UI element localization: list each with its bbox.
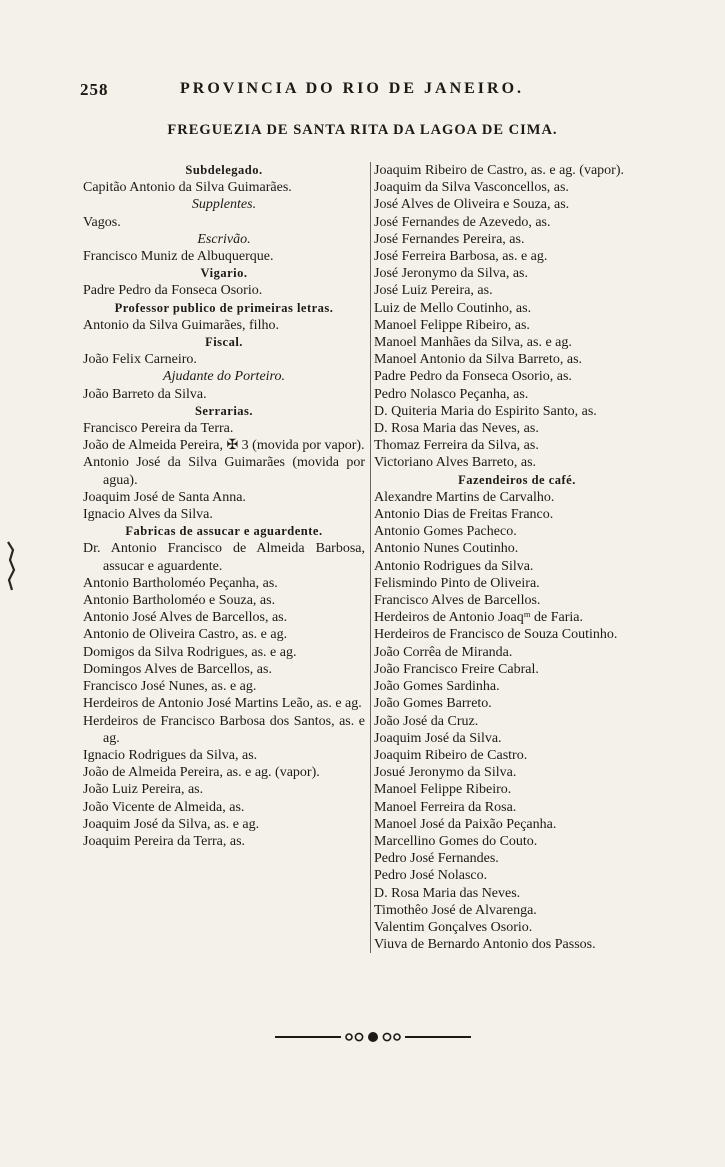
list-entry: Manoel Felippe Ribeiro, as. bbox=[374, 317, 530, 333]
list-entry: Timothêo José de Alvarenga. bbox=[374, 902, 537, 918]
ornament-divider-icon bbox=[275, 1030, 471, 1044]
list-entry: José Luiz Pereira, as. bbox=[374, 283, 493, 299]
list-entry: Padre Pedro da Fonseca Osorio. bbox=[83, 283, 263, 299]
list-entry: Antonio da Silva Guimarães, filho. bbox=[83, 317, 279, 333]
list-entry: Antonio Dias de Freitas Franco. bbox=[374, 507, 554, 523]
list-entry: Antonio José da Silva Guimarães (movida por agua). bbox=[83, 455, 365, 488]
list-entry: Viuva de Bernardo Antonio dos Passos. bbox=[374, 937, 596, 953]
list-entry: João Luiz Pereira, as. bbox=[83, 782, 204, 798]
list-entry: João Vicente de Almeida, as. bbox=[83, 799, 245, 815]
list-entry: João Gomes Barreto. bbox=[374, 696, 492, 712]
list-entry: João Barreto da Silva. bbox=[83, 386, 207, 402]
running-title: PROVINCIA DO RIO DE JANEIRO. bbox=[180, 80, 525, 97]
list-entry: Antonio Nunes Coutinho. bbox=[374, 541, 519, 557]
list-entry: João Felix Carneiro. bbox=[83, 352, 197, 368]
list-entry: João Corrêa de Miranda. bbox=[374, 644, 513, 660]
list-entry: Manoel Felippe Ribeiro. bbox=[374, 782, 512, 798]
list-entry: Herdeiros de Antonio Joaqᵐ de Faria. bbox=[374, 610, 584, 626]
list-entry: Joaquim Ribeiro de Castro, as. e ag. (vapor). bbox=[374, 163, 624, 178]
list-entry: Manoel José da Paixão Peçanha. bbox=[374, 816, 557, 832]
section-heading: Subdelegado. bbox=[185, 163, 263, 177]
list-entry: Francisco Muniz de Albuquerque. bbox=[83, 249, 274, 265]
list-entry: João Francisco Freire Cabral. bbox=[374, 661, 539, 677]
section-heading: Serrarias. bbox=[194, 403, 254, 418]
list-entry: Herdeiros de Francisco Barbosa dos Santos, as. e ag. bbox=[83, 713, 365, 746]
list-entry: Manoel Antonio da Silva Barreto, as. bbox=[374, 352, 583, 368]
list-entry: João José da Cruz. bbox=[374, 713, 479, 729]
list-entry: Francisco Pereira da Terra. bbox=[83, 421, 234, 437]
section-heading: Fazendeiros de café. bbox=[458, 472, 576, 487]
list-entry: Josué Jeronymo da Silva. bbox=[374, 765, 517, 781]
list-entry: Manoel Ferreira da Rosa. bbox=[374, 799, 517, 815]
list-entry: Capitão Antonio da Silva Guimarães. bbox=[83, 180, 292, 196]
list-entry: Marcellino Gomes do Couto. bbox=[374, 833, 538, 849]
list-entry: Felismindo Pinto de Oliveira. bbox=[374, 575, 540, 591]
list-entry: Domigos da Silva Rodrigues, as. e ag. bbox=[83, 644, 297, 660]
list-entry: Francisco Alves de Barcellos. bbox=[374, 593, 541, 609]
list-entry: Luiz de Mello Coutinho, as. bbox=[374, 300, 532, 316]
section-heading: Escrivão. bbox=[197, 231, 251, 247]
list-entry: Ignacio Alves da Silva. bbox=[83, 507, 213, 523]
list-entry: Herdeiros de Antonio José Martins Leão, as. e ag. bbox=[83, 696, 362, 712]
section-heading: Fabricas de assucar e aguardente. bbox=[125, 524, 323, 539]
section-heading: Professor publico de primeiras letras. bbox=[114, 300, 334, 315]
section-heading: Vigario. bbox=[200, 266, 248, 281]
list-entry: Antonio Bartholoméo e Souza, as. bbox=[83, 593, 276, 609]
list-entry: Valentim Gonçalves Osorio. bbox=[374, 919, 533, 935]
list-entry: D. Rosa Maria das Neves, as. bbox=[374, 421, 539, 437]
list-entry: João de Almeida Pereira, as. e ag. (vapor). bbox=[83, 765, 320, 781]
list-entry: José Fernandes Pereira, as. bbox=[374, 231, 525, 247]
section-heading: Supplentes. bbox=[191, 197, 257, 213]
list-entry: José Fernandes de Azevedo, as. bbox=[374, 214, 551, 230]
list-entry: Pedro José Fernandes. bbox=[374, 851, 499, 867]
list-entry: Domingos Alves de Barcellos, as. bbox=[83, 661, 272, 677]
list-entry: Pedro Nolasco Peçanha, as. bbox=[374, 386, 529, 402]
right-column bbox=[370, 162, 660, 953]
page-header bbox=[80, 80, 660, 104]
list-entry: Joaquim Pereira da Terra, as. bbox=[83, 833, 246, 849]
list-entry: D. Rosa Maria das Neves. bbox=[374, 885, 521, 901]
list-entry: Antonio Rodrigues da Silva. bbox=[374, 558, 534, 574]
list-entry: Herdeiros de Francisco de Souza Coutinho. bbox=[374, 627, 618, 643]
list-entry: Pedro José Nolasco. bbox=[374, 868, 488, 884]
list-entry: José Jeronymo da Silva, as. bbox=[374, 266, 528, 282]
list-entry: Padre Pedro da Fonseca Osorio, as. bbox=[374, 369, 572, 385]
list-entry: Vagos. bbox=[83, 214, 121, 230]
list-entry: Joaquim José da Silva, as. e ag. bbox=[83, 816, 260, 832]
list-entry: Thomaz Ferreira da Silva, as. bbox=[374, 438, 539, 454]
list-entry: Antonio de Oliveira Castro, as. e ag. bbox=[83, 627, 288, 643]
section-heading: Ajudante do Porteiro. bbox=[163, 369, 285, 385]
list-entry: Alexandre Martins de Carvalho. bbox=[374, 489, 555, 505]
list-entry: D. Quiteria Maria do Espirito Santo, as. bbox=[374, 403, 597, 419]
list-entry: Dr. Antonio Francisco de Almeida Barbosa, assucar e aguardente. bbox=[83, 541, 365, 574]
page-number: 258 bbox=[80, 80, 109, 99]
list-entry: Francisco José Nunes, as. e ag. bbox=[83, 679, 257, 695]
margin-bracket-icon bbox=[4, 540, 18, 592]
list-entry: Antonio José Alves de Barcellos, as. bbox=[83, 610, 288, 626]
list-entry: Antonio Bartholoméo Peçanha, as. bbox=[83, 575, 278, 591]
section-heading: Fiscal. bbox=[205, 335, 243, 350]
list-entry: João Gomes Sardinha. bbox=[374, 679, 500, 695]
list-entry: Manoel Manhães da Silva, as. e ag. bbox=[374, 335, 572, 351]
list-entry: Joaquim da Silva Vasconcellos, as. bbox=[374, 180, 569, 196]
list-entry: José Ferreira Barbosa, as. e ag. bbox=[374, 249, 548, 265]
list-entry: Joaquim José da Silva. bbox=[374, 730, 502, 746]
list-entry: Antonio Gomes Pacheco. bbox=[374, 524, 517, 540]
list-entry: José Alves de Oliveira e Souza, as. bbox=[374, 197, 570, 213]
list-entry: João de Almeida Pereira, ✠ 3 (movida por vapor). bbox=[83, 438, 365, 454]
list-entry: Joaquim José de Santa Anna. bbox=[83, 489, 246, 505]
list-entry: Victoriano Alves Barreto, as. bbox=[374, 455, 537, 471]
left-column bbox=[83, 162, 365, 850]
list-entry: Joaquim Ribeiro de Castro. bbox=[374, 747, 528, 763]
list-entry: Ignacio Rodrigues da Silva, as. bbox=[83, 747, 258, 763]
section-title: FREGUEZIA DE SANTA RITA DA LAGOA DE CIMA. bbox=[167, 122, 558, 138]
